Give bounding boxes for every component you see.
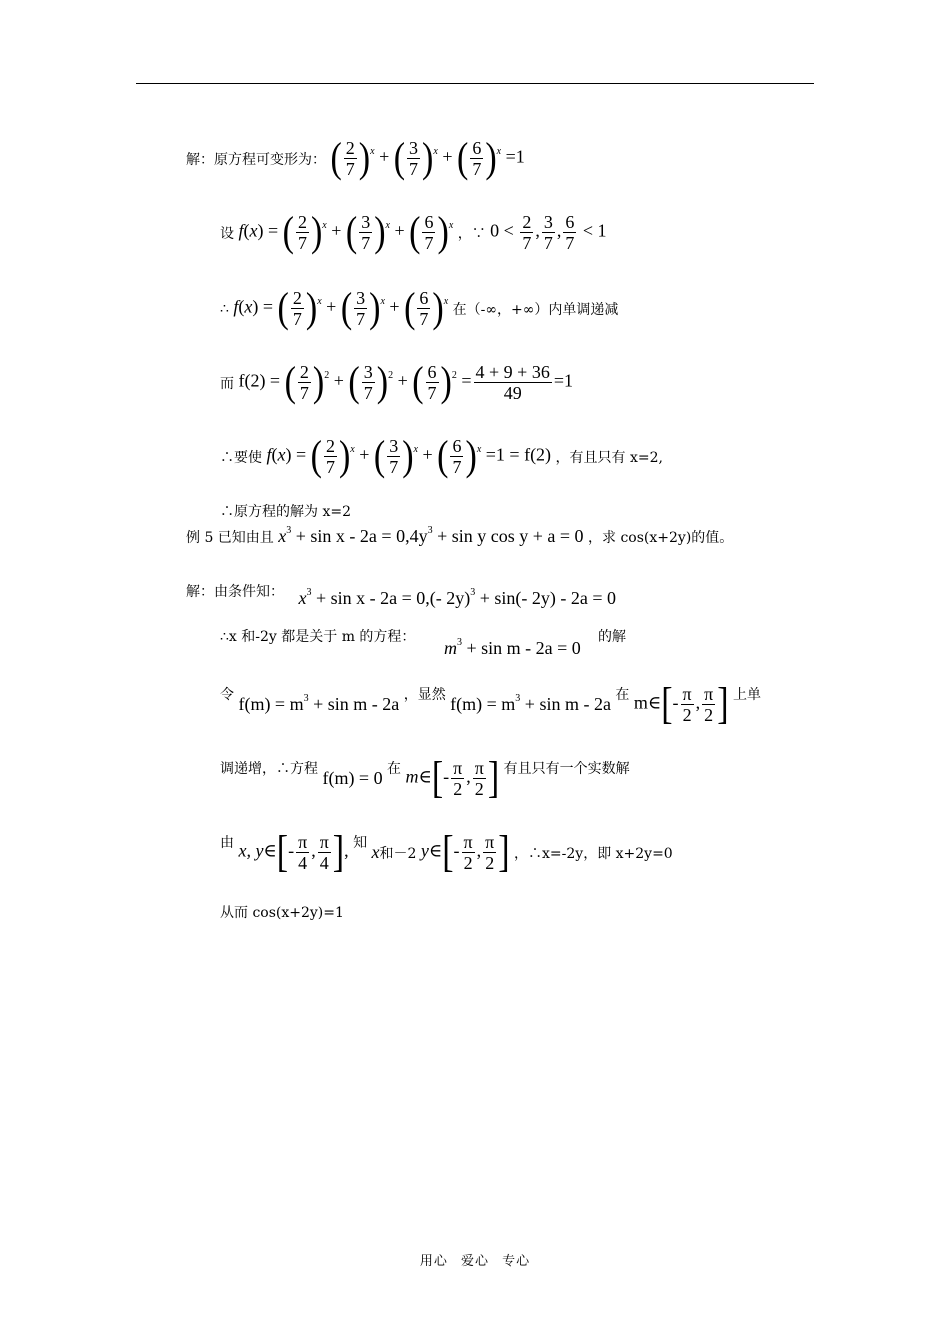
solution-line-4: 而 f(2) = ( $\frac{2}{7}$ )$^2$ + ( $\frac{3}{7}$ )$^2$ + ( $\frac{6}{7}$ )$^2$ = $\frac{4 + 9 + 36}{49}$ =1 [220, 358, 573, 405]
solution-line-6: ∴原方程的解为 x=2 [220, 504, 351, 520]
solution-5-line-3: 令 $f(m) = m^3 + \sin m - 2a$ ，显然 $f(m) = m^3 + \sin m - 2a$ 在 m∈[- $\frac{\pi}{2}$ , $\frac{\pi}{2}$ ] 上单 [220, 679, 761, 728]
solution-5-line-6: 从而 cos(x+2y)=1 [220, 905, 344, 921]
equation-4: f(2) = ( $\frac{2}{7}$ )$^2$ + ( $\frac{3}{7}$ )$^2$ + ( $\frac{6}{7}$ )$^2$ = $\frac{4 + 9 + 36}{49}$ =1 [238, 358, 573, 405]
footer-item: 用心 [419, 1254, 448, 1269]
solution-line-5: ∴要使 f(x) = ( $\frac{2}{7}$ )$^x$ + ( $\frac{3}{7}$ )$^x$ + ( $\frac{6}{7}$ )$^x$ =1 = f(2) ，有且只有 x=2, [220, 432, 663, 479]
solution-5-line-2: ∴x 和-2y 都是关于 m 的方程： [220, 629, 416, 645]
solution-5-line-1: 解：由条件知： $x^3 + \sin x - 2a = 0,(-$ 2y)$^3$ + sin(- 2y) - 2a = 0 [186, 584, 617, 608]
equation-3: f(x) = ( $\frac{2}{7}$ )$^x$ + ( $\frac{3}{7}$ )$^x$ + ( $\frac{6}{7}$ )$^x$ [233, 284, 449, 331]
equation-2: f(x) = ( $\frac{2}{7}$ )$^x$ + ( $\frac{3}{7}$ )$^x$ + ( $\frac{6}{7}$ )$^x$ [238, 208, 454, 255]
header-rule [136, 83, 814, 84]
example-5: 例 5 已知由且 $x^3 + \sin x - 2a = 0,4y^3 + \sin y$ cos y + a = 0 ，求 cos(x+2y)的值。 [186, 525, 734, 546]
solution-5-equation: $x^3 + \sin x - 2a = 0,(-$ 2y)$^3$ + sin(- 2y) - 2a = 0 [298, 587, 617, 608]
solution-5-line-5: 由 x, y∈[- $\frac{\pi}{4}$ , $\frac{\pi}{4}$ ], 知 x和－2 y∈[- $\frac{\pi}{2}$ , $\frac{\pi}{2}$ ] ，∴x=-2y，即 x+2y=0 [220, 827, 673, 876]
interval-pi-half: m∈[- $\frac{\pi}{2}$ , $\frac{\pi}{2}$ ] [633, 679, 729, 728]
interval-pi-half-3: y∈[- $\frac{\pi}{2}$ , $\frac{\pi}{2}$ ] [420, 827, 510, 876]
example-5-equation: $x^3 + \sin x - 2a = 0,4y^3 + \sin y$ cos y + a = 0 [278, 525, 584, 546]
solution-label: 解：原方程可变形为： [186, 151, 326, 168]
interval-pi-quarter: x, y∈[- $\frac{\pi}{4}$ , $\frac{\pi}{4}$ ], [238, 827, 349, 876]
m-equation: $m^3 + \sin m - 2a = 0$ [444, 637, 581, 658]
inequality: 0 < $\frac{2}{7}$ , $\frac{3}{7}$ , $\frac{6}{7}$ < 1 [490, 212, 607, 253]
page-footer [0, 1250, 950, 1269]
interval-pi-half-2: m∈[- $\frac{\pi}{2}$ , $\frac{\pi}{2}$ ] [405, 753, 500, 802]
solution-line-1 [186, 134, 525, 181]
footer-item: 爱心 [460, 1254, 489, 1269]
footer-item: 专心 [502, 1254, 531, 1269]
solution-line-2: 设 f(x) = ( $\frac{2}{7}$ )$^x$ + ( $\frac{3}{7}$ )$^x$ + ( $\frac{6}{7}$ )$^x$ ，∵ 0 < $\frac{2}{7}$ , $\frac{3}{7}$ , $\frac{6}{7}$ < 1 [220, 208, 607, 255]
solution-5-line-4: 调递增，∴方程 f(m) = 0 在 m∈[- $\frac{\pi}{2}$ , $\frac{\pi}{2}$ ] 有且只有一个实数解 [220, 753, 630, 802]
equation-5: f(x) = ( $\frac{2}{7}$ )$^x$ + ( $\frac{3}{7}$ )$^x$ + ( $\frac{6}{7}$ )$^x$ =1 = f(2) [266, 432, 552, 479]
equation-1: ( $\frac{2}{7}$ )$^x$ + ( $\frac{3}{7}$ )$^x$ + ( $\frac{6}{7}$ )$^x$ =1 [330, 134, 525, 181]
solution-line-3: ∴ f(x) = ( $\frac{2}{7}$ )$^x$ + ( $\frac{3}{7}$ )$^x$ + ( $\frac{6}{7}$ )$^x$ 在（-∞，+∞）内单调递减 [220, 284, 619, 331]
